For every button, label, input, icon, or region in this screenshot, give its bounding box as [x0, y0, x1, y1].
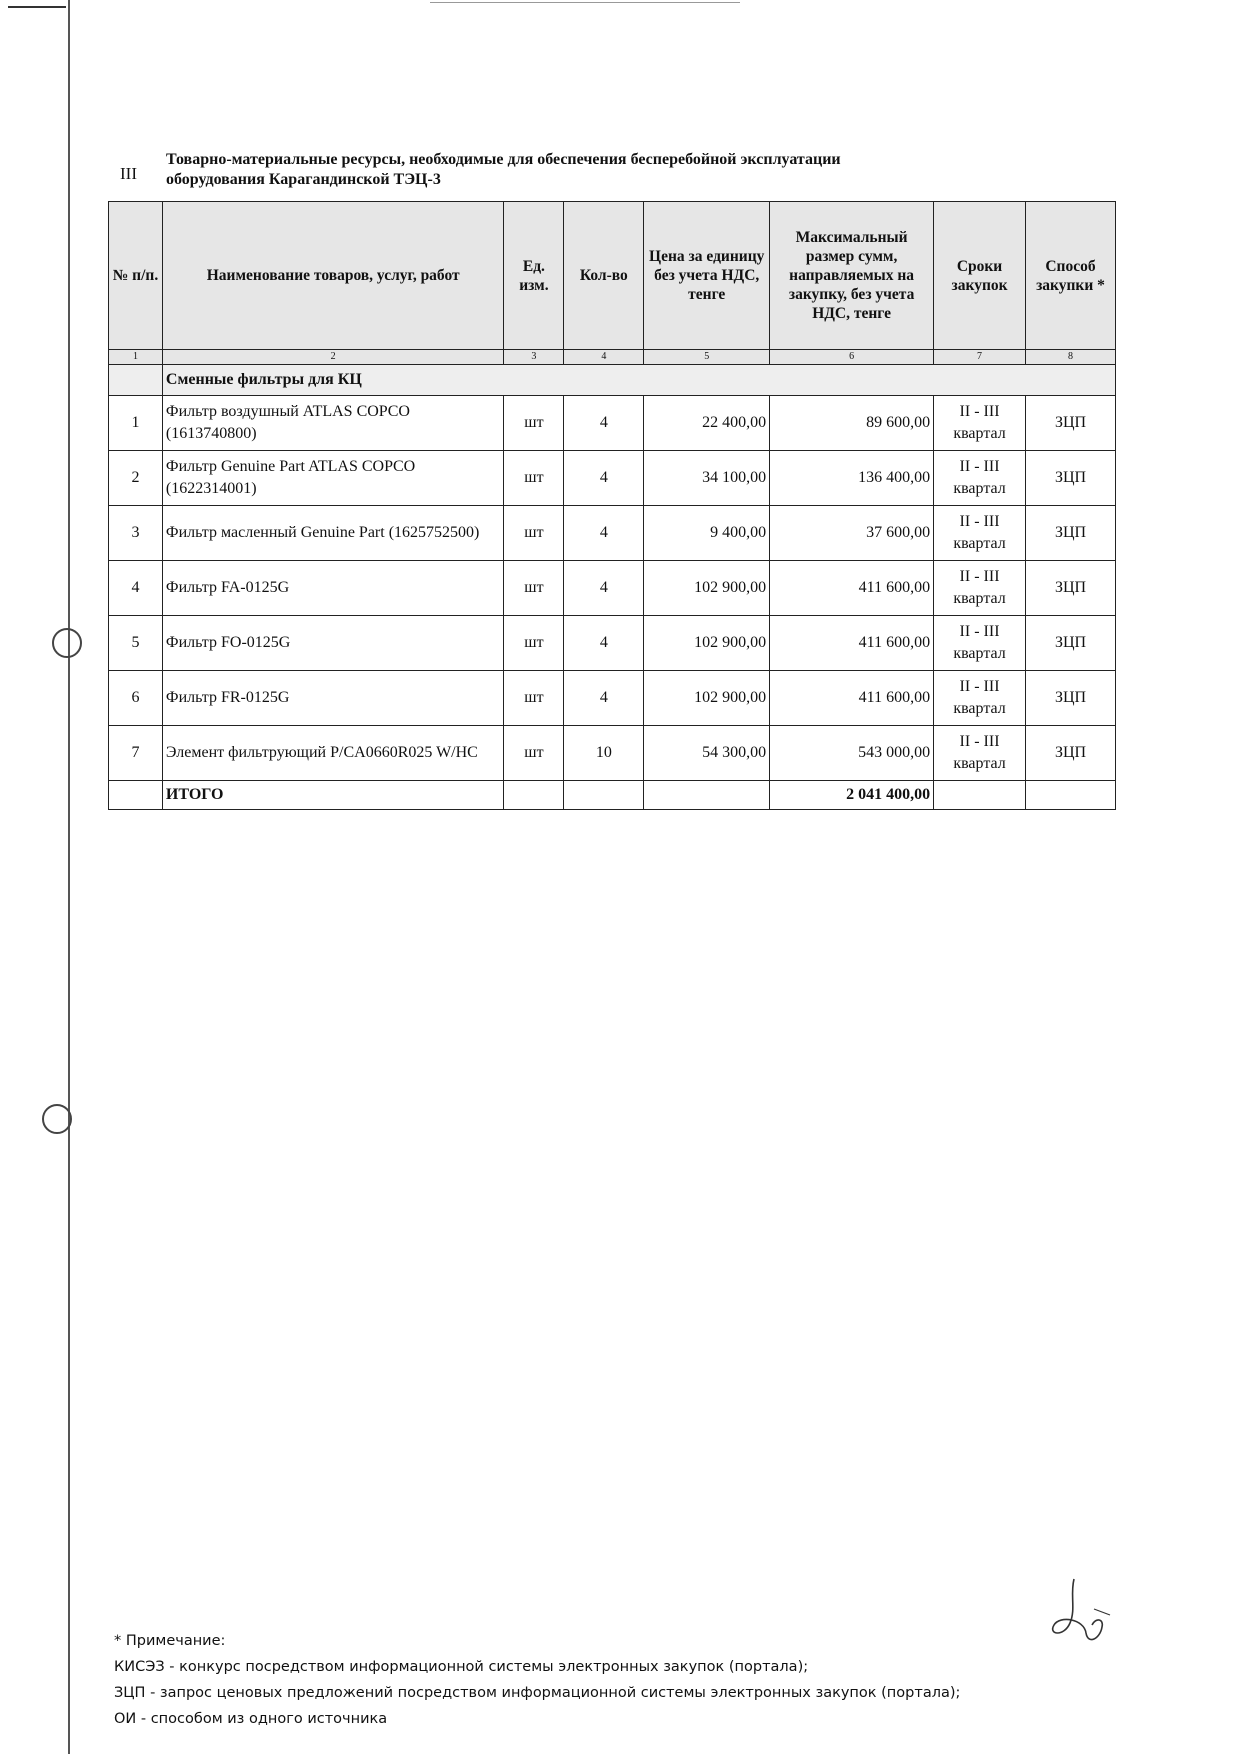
- unit-price: 9 400,00: [644, 506, 770, 561]
- header-cell: Кол-во: [564, 202, 644, 350]
- footnote-line: КИСЭЗ - конкурс посредством информационной системы электронных закупок (портала);: [114, 1659, 809, 1675]
- term-unit: квартал: [953, 700, 1006, 717]
- term-unit: квартал: [953, 645, 1006, 662]
- unit: шт: [504, 671, 564, 726]
- punch-hole: [52, 628, 82, 658]
- term-period: II - III: [959, 623, 1000, 640]
- item-name: Фильтр FO-0125G: [162, 616, 504, 671]
- purchase-method: ЗЦП: [1026, 726, 1116, 781]
- unit-price: 54 300,00: [644, 726, 770, 781]
- purchase-method: ЗЦП: [1026, 671, 1116, 726]
- max-sum: 411 600,00: [770, 671, 934, 726]
- group-title: Сменные фильтры для КЦ: [162, 365, 1115, 396]
- term-unit: квартал: [953, 480, 1006, 497]
- quantity: 4: [564, 616, 644, 671]
- term-period: II - III: [959, 513, 1000, 530]
- unit-price: 22 400,00: [644, 396, 770, 451]
- term-unit: квартал: [953, 535, 1006, 552]
- section-title-line-1: Товарно-материальные ресурсы, необходимые для обеспечения бесперебойной эксплуатации: [166, 151, 841, 168]
- purchase-term: [934, 506, 1026, 561]
- header-cell: Ед. изм.: [504, 202, 564, 350]
- term-period: II - III: [959, 403, 1000, 420]
- unit-price: 102 900,00: [644, 671, 770, 726]
- purchase-term: [934, 616, 1026, 671]
- term-unit: квартал: [953, 425, 1006, 442]
- max-sum: 543 000,00: [770, 726, 934, 781]
- table-header-row: [109, 202, 1116, 350]
- unit-price: 102 900,00: [644, 616, 770, 671]
- unit: шт: [504, 506, 564, 561]
- top-scan-line-2: [430, 2, 740, 3]
- item-name: Фильтр FR-0125G: [162, 671, 504, 726]
- header-cell: Максимальный размер сумм, направляемых на закупку, без учета НДС, тенге: [770, 202, 934, 350]
- column-number: 2: [162, 350, 504, 365]
- item-name: Фильтр воздушный ATLAS COPCO (1613740800): [162, 396, 504, 451]
- purchase-method: ЗЦП: [1026, 561, 1116, 616]
- term-period: II - III: [959, 568, 1000, 585]
- column-number: 8: [1026, 350, 1116, 365]
- row-number: 2: [109, 451, 163, 506]
- term-period: II - III: [959, 733, 1000, 750]
- quantity: 4: [564, 396, 644, 451]
- section-title: [166, 150, 1046, 190]
- row-number: 3: [109, 506, 163, 561]
- total-empty-cell: [934, 781, 1026, 810]
- purchase-method: ЗЦП: [1026, 451, 1116, 506]
- column-number: 4: [564, 350, 644, 365]
- footnote-line: ЗЦП - запрос ценовых предложений посредством информационной системы электронных закупок (портала);: [114, 1685, 961, 1701]
- header-cell: № п/п.: [109, 202, 163, 350]
- unit-price: 34 100,00: [644, 451, 770, 506]
- header-cell: Способ закупки *: [1026, 202, 1116, 350]
- section-number: III: [120, 164, 137, 183]
- procurement-table: [108, 201, 1116, 810]
- header-cell: Цена за единицу без учета НДС, тенге: [644, 202, 770, 350]
- total-row: [109, 781, 1116, 810]
- unit: шт: [504, 561, 564, 616]
- footnote: [114, 1628, 960, 1732]
- row-number: 1: [109, 396, 163, 451]
- total-empty-cell: [1026, 781, 1116, 810]
- item-name: Фильтр FA-0125G: [162, 561, 504, 616]
- quantity: 4: [564, 451, 644, 506]
- punch-hole: [42, 1104, 72, 1134]
- total-empty-cell: [564, 781, 644, 810]
- table-row: [109, 726, 1116, 781]
- row-number: 4: [109, 561, 163, 616]
- row-number: 5: [109, 616, 163, 671]
- total-empty-cell: [644, 781, 770, 810]
- item-name: Элемент фильтрующий P/CA0660R025 W/HC: [162, 726, 504, 781]
- term-unit: квартал: [953, 590, 1006, 607]
- column-number-row: [109, 350, 1116, 365]
- row-number: 6: [109, 671, 163, 726]
- column-number: 7: [934, 350, 1026, 365]
- column-number: 6: [770, 350, 934, 365]
- quantity: 10: [564, 726, 644, 781]
- term-period: II - III: [959, 458, 1000, 475]
- max-sum: 89 600,00: [770, 396, 934, 451]
- table-row: [109, 671, 1116, 726]
- row-number: 7: [109, 726, 163, 781]
- handwritten-signature: [1040, 1575, 1120, 1655]
- table-row: [109, 561, 1116, 616]
- purchase-method: ЗЦП: [1026, 616, 1116, 671]
- total-label: ИТОГО: [162, 781, 504, 810]
- total-empty-cell: [109, 781, 163, 810]
- table-row: [109, 616, 1116, 671]
- total-empty-cell: [504, 781, 564, 810]
- table-row: [109, 451, 1116, 506]
- unit: шт: [504, 451, 564, 506]
- term-unit: квартал: [953, 755, 1006, 772]
- header-cell: Наименование товаров, услуг, работ: [162, 202, 504, 350]
- total-sum: 2 041 400,00: [770, 781, 934, 810]
- term-period: II - III: [959, 678, 1000, 695]
- purchase-term: [934, 396, 1026, 451]
- column-number: 3: [504, 350, 564, 365]
- item-name: Фильтр масленный Genuine Part (1625752500): [162, 506, 504, 561]
- purchase-method: ЗЦП: [1026, 396, 1116, 451]
- purchase-term: [934, 561, 1026, 616]
- top-scan-line: [8, 6, 66, 8]
- item-name: Фильтр Genuine Part ATLAS COPCO (1622314001): [162, 451, 504, 506]
- unit-price: 102 900,00: [644, 561, 770, 616]
- footnote-line: ОИ - способом из одного источника: [114, 1711, 388, 1727]
- max-sum: 411 600,00: [770, 561, 934, 616]
- quantity: 4: [564, 671, 644, 726]
- purchase-term: [934, 451, 1026, 506]
- footnote-title: * Примечание:: [114, 1633, 226, 1649]
- table-row: [109, 506, 1116, 561]
- max-sum: 136 400,00: [770, 451, 934, 506]
- max-sum: 411 600,00: [770, 616, 934, 671]
- header-cell: Сроки закупок: [934, 202, 1026, 350]
- max-sum: 37 600,00: [770, 506, 934, 561]
- unit: шт: [504, 726, 564, 781]
- purchase-method: ЗЦП: [1026, 506, 1116, 561]
- quantity: 4: [564, 561, 644, 616]
- column-number: 1: [109, 350, 163, 365]
- unit: шт: [504, 616, 564, 671]
- group-empty-cell: [109, 365, 163, 396]
- column-number: 5: [644, 350, 770, 365]
- purchase-term: [934, 671, 1026, 726]
- quantity: 4: [564, 506, 644, 561]
- table-row: [109, 396, 1116, 451]
- section-title-line-2: оборудования Карагандинской ТЭЦ-3: [166, 171, 441, 188]
- purchase-term: [934, 726, 1026, 781]
- unit: шт: [504, 396, 564, 451]
- group-row: [109, 365, 1116, 396]
- margin-binding-line: [68, 0, 70, 1754]
